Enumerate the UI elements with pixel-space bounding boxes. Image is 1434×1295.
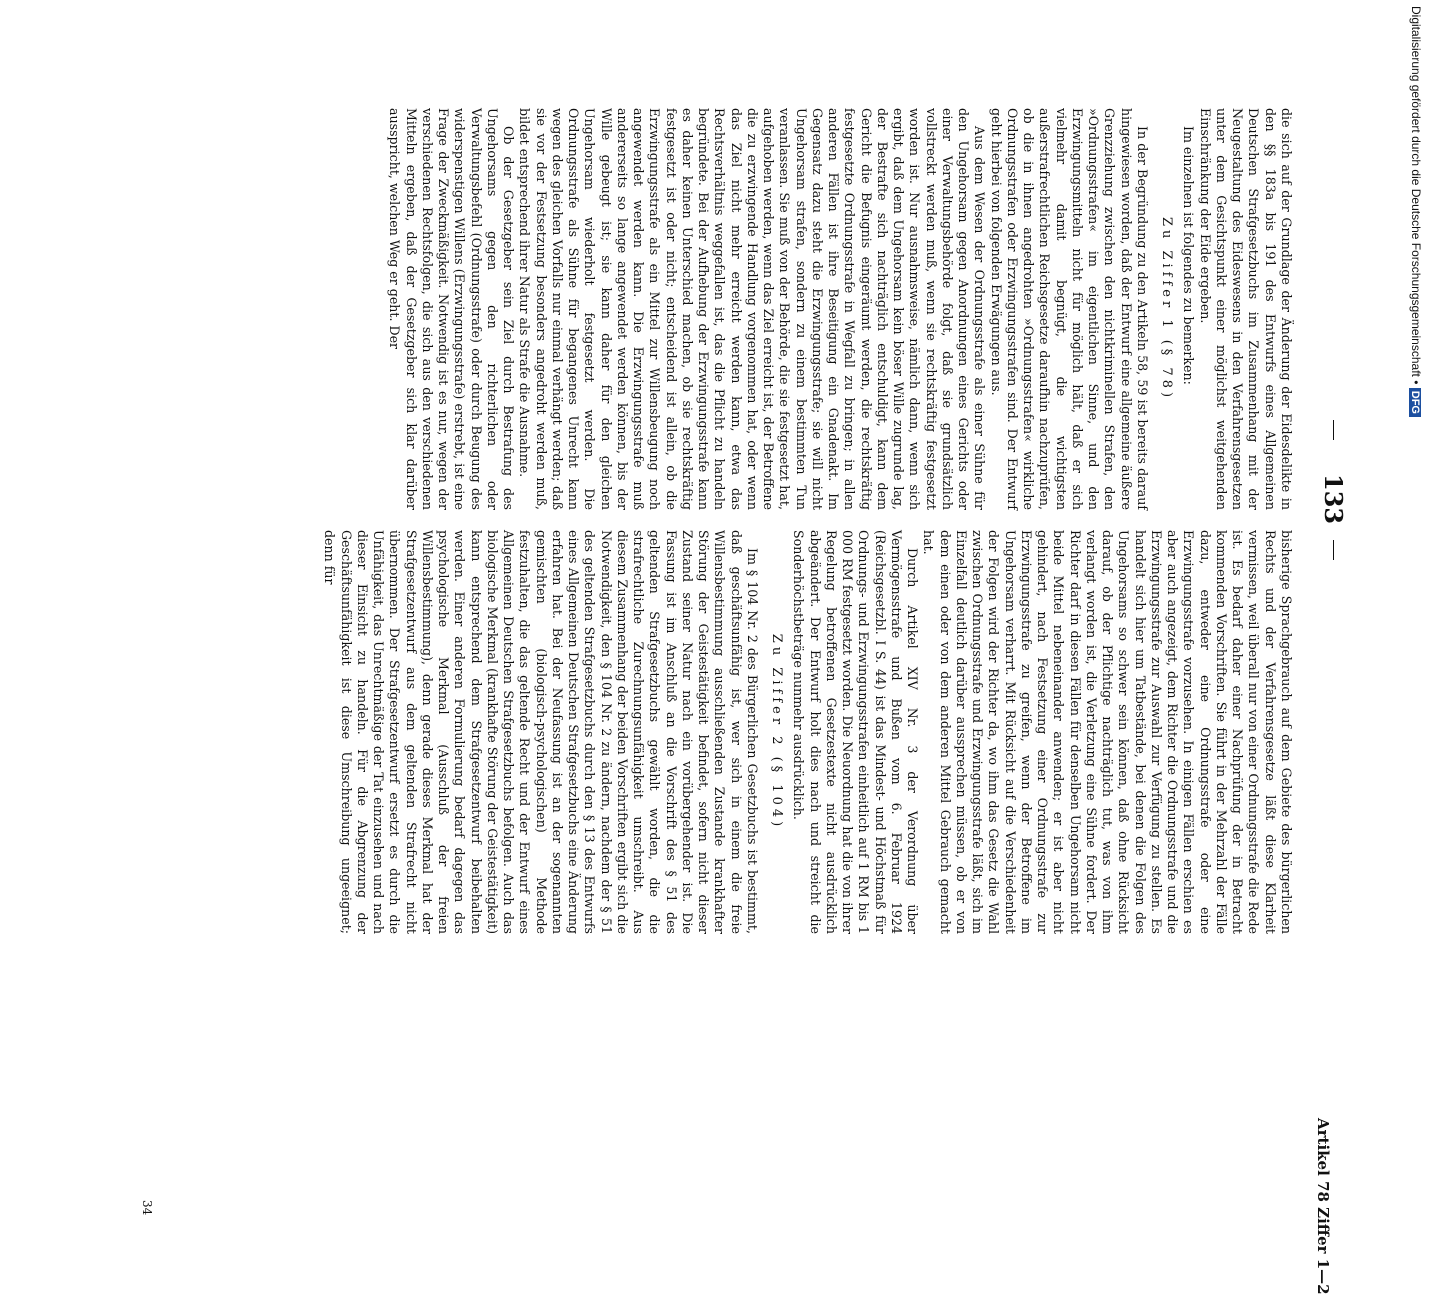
right-paragraph-1: bisherige Sprachgebrauch auf dem Gebiete des bürgerlichen Rechts und der Verfahrensgesetze läßt diese Klarheit vermissen, weil überall nur von einer Ordnungsstrafe die Rede ist. Es bedarf daher einer Nachprüfung der in Betracht kommenden Vorschriften. Sie führt in der Mehrzahl der Fälle dazu, entweder eine Ordnungsstrafe oder eine Erzwingungsstrafe vorzusehen. In einigen Fällen erschien es aber auch angezeigt, dem Richter die Ordnungsstrafe und die Erzwingungsstrafe zur Auswahl zur Verfügung zu stellen. Es handelt sich hier um Tatbestände, bei denen die Folgen des Ungehorsams so schwer sein können, daß ohne Rücksicht darauf, ob der Pflichtige nachträglich tut, was von ihm verlangt worden ist, die Verletzung eine Sühne fordert. Der Richter darf in diesen Fällen für denselben Ungehorsam nicht beide Mittel nebeneinander anwenden; er ist aber nicht gehindert, nach Festsetzung einer Ordnungsstrafe zur Erzwingungsstrafe zu greifen, wenn der Betroffene im Ungehorsam verharrt. Mit Rücksicht auf die Verschiedenheit der Folgen wird der Richter da, wo ihm das Gesetz die Wahl zwischen Ordnungsstrafe und Erzwingungsstrafe läßt, sich im Einzelfall deutlich darüber aussprechen müssen, ob er von dem einen oder von dem anderen Mittel Gebrauch gemacht hat.: [921, 530, 1294, 934]
right-paragraph-2: Durch Artikel XIV Nr. 3 der Verordnung über Vermögensstrafe und Bußen vom 6. Februar 1924 (Reichsgesetzbl. I S. 44) ist das Mindest- und Höchstmaß für Ordnungs- und Erzwingungsstrafen einheitlich auf 1 RM bis 1 000 RM festgesetzt worden. Die Neuordnung hat die von ihrer Regelung betroffenen Gesetzestexte nicht ausdrücklich abgeändert. Der Entwurf holt dies nach und streicht die Sonderhöchstbeträge nunmehr ausdrücklich.: [791, 530, 921, 934]
dfg-sidebar: Digitalisierung gefördert durch die Deutsche Forschungsgemeinschaft • DFG: [1404, 6, 1428, 996]
right-column: [164, 530, 1294, 934]
footer-signature-number: 34: [140, 1200, 154, 1216]
left-column: [54, 108, 1294, 510]
section-heading-ziffer-1: Zu Ziffer 1 (§ 78): [1159, 216, 1175, 402]
running-header: Artikel 78 Ziffer 1—2: [1314, 1118, 1332, 1295]
left-paragraph-4: Aus dem Wesen der Ordnungsstrafe als einer Sühne für den Ungehorsam gegen Anordnungen eines Gerichts oder einer Verwaltungsbehörde folgt, daß sie grundsätzlich vollstreckt werden muß, wenn sie rechtskräftig festgesetzt worden ist. Nur ausnahmsweise, nämlich dann, wenn sich ergibt, daß dem Ungehorsam kein böser Wille zugrunde lag, der Bestrafte sich nachträglich entschuldigt, kann dem Gericht die Befugnis eingeräumt werden, die rechtskräftig festgesetzte Ordnungsstrafe in Wegfall zu bringen; in allen anderen Fällen ist ihre Beseitigung ein Gnadenakt. Im Gegensatz dazu steht die Erzwingungsstrafe; sie will nicht Ungehorsam strafen, sondern zu einem bestimmten Tun veranlassen. Sie muß von der Behörde, die sie festgesetzt hat, aufgehoben werden, wenn das Ziel erreicht ist, der Betroffene die zu erzwingende Handlung vorgenommen hat, oder wenn das Ziel nicht mehr erreicht werden kann, etwa das Rechtsverhältnis weggefallen ist, das die Pflicht zu handeln begründete. Bei der Aufhebung der Erzwingungsstrafe kann es daher keinen Unterschied machen, ob sie rechtskräftig festgesetzt ist oder nicht; entscheidend ist allein, ob die Erzwingungsstrafe als ein Mittel zur Willensbeugung noch angewendet werden kann. Die Erzwingungsstrafe muß andererseits so lange angewendet werden können, bis der Wille gebeugt ist; sie kann daher für den gleichen Ungehorsam wiederholt festgesetzt werden. Die Ordnungsstrafe als Sühne für begangenes Unrecht kann wegen des gleichen Vorfalls nur einmal verhängt werden; daß sie vor der Festsetzung besonders angedroht werden muß, bildet entsprechend ihrer Natur als Strafe die Ausnahme.: [517, 108, 988, 510]
left-paragraph-5: Ob der Gesetzgeber sein Ziel durch Bestrafung des Ungehorsams gegen den richterlichen oder Verwaltungsbefehl (Ordnungsstrafe) oder durch Beugung des widerspenstigen Willens (Erzwingungsstrafe) erstrebt, ist eine Frage der Zweckmäßigkeit. Notwendig ist es nur, wegen der verschiedenen Rechtsfolgen, die sich aus den verschiedenen Mitteln ergeben, daß der Gesetzgeber sich klar darüber ausspricht, welchen Weg er geht. Der: [387, 108, 517, 510]
page-number: 133: [1319, 474, 1348, 525]
left-paragraph-3: In der Begründung zu den Artikeln 58, 59 ist bereits darauf hingewiesen worden, daß der Entwurf eine allgemeine äußere Grenzziehung zwischen den nichtkriminellen Strafen, den »Ordnungsstrafen« im eigentlichen Sinne, und den Erzwingungsmitteln nicht für möglich hält, daß er sich vielmehr damit begnügt, die wichtigsten außerstrafrechtlichen Reichsgesetze daraufhin nachzuprüfen, ob die in ihnen angedrohten »Ordnungsstrafen« wirkliche Ordnungsstrafen oder Erzwingungsstrafen sind. Der Entwurf geht hierbei von folgenden Erwägungen aus.: [988, 108, 1150, 510]
section-heading-ziffer-2: Zu Ziffer 2 (§ 104): [769, 633, 785, 831]
dfg-funding-note: Digitalisierung gefördert durch die Deutsche Forschungsgemeinschaft: [1409, 6, 1423, 377]
right-paragraph-3: Im § 104 Nr. 2 des Bürgerlichen Gesetzbuchs ist bestimmt, daß geschäftsunfähig ist, wer sich in einem die freie Willensbestimmung ausschließenden Zustande krankhafter Störung der Geistestätigkeit befindet, sofern nicht dieser Zustand seiner Natur nach ein vorübergehender ist. Die Fassung ist im Anschluß an die Vorschrift des § 51 des geltenden Strafgesetzbuchs gewählt worden, die die strafrechtliche Zurechnungsunfähigkeit umschreibt. Aus diesem Zusammenhang der beiden Vorschriften ergibt sich die Notwendigkeit, den § 104 Nr. 2 zu ändern, nachdem der § 51 des geltenden Strafgesetzbuchs durch den § 13 des Entwurfs eines Allgemeinen Deutschen Strafgesetzbuchs eine Änderung erfahren hat. Bei der Neufassung ist an der sogenannten gemischten (biologisch-psychologischen) Methode festzuhalten, die das geltende Recht und der Entwurf eines Allgemeinen Deutschen Strafgesetzbuchs befolgen. Auch das biologische Merkmal (krankhafte Störung der Geistestätigkeit) kann entsprechend dem Strafgesetzentwurf beibehalten werden. Einer anderen Formulierung bedarf dagegen das psychologische Merkmal (Ausschluß der freien Willensbestimmung), denn gerade dieses Merkmal hat der Strafgesetzentwurf aus dem geltenden Strafrecht nicht übernommen. Der Strafgesetzentwurf ersetzt es durch die Unfähigkeit, das Unrechtmäßige der Tat einzusehen und nach dieser Einsicht zu handeln. Für die Abgrenzung der Geschäftsunfähigkeit ist diese Umschreibung ungeeignet; denn für: [322, 530, 760, 934]
left-paragraph-1: die sich auf der Grundlage der Änderung der Eidesdelikte in den §§ 183a bis 191 des Entwurfs eines Allgemeinen Deutschen Strafgesetzbuchs im Zusammenhang mit der Neugestaltung des Eideswesens in den Verfahrensgesetzen unter dem Gesichtspunkt einer möglichst weitgehenden Einschränkung der Eide ergeben.: [1197, 108, 1294, 510]
header-dash-right: [1333, 540, 1334, 560]
left-paragraph-2: Im einzelnen ist folgendes zu bemerken:: [1181, 126, 1197, 385]
dfg-logo: DFG: [1409, 388, 1421, 417]
header-dash-left: [1333, 420, 1334, 440]
